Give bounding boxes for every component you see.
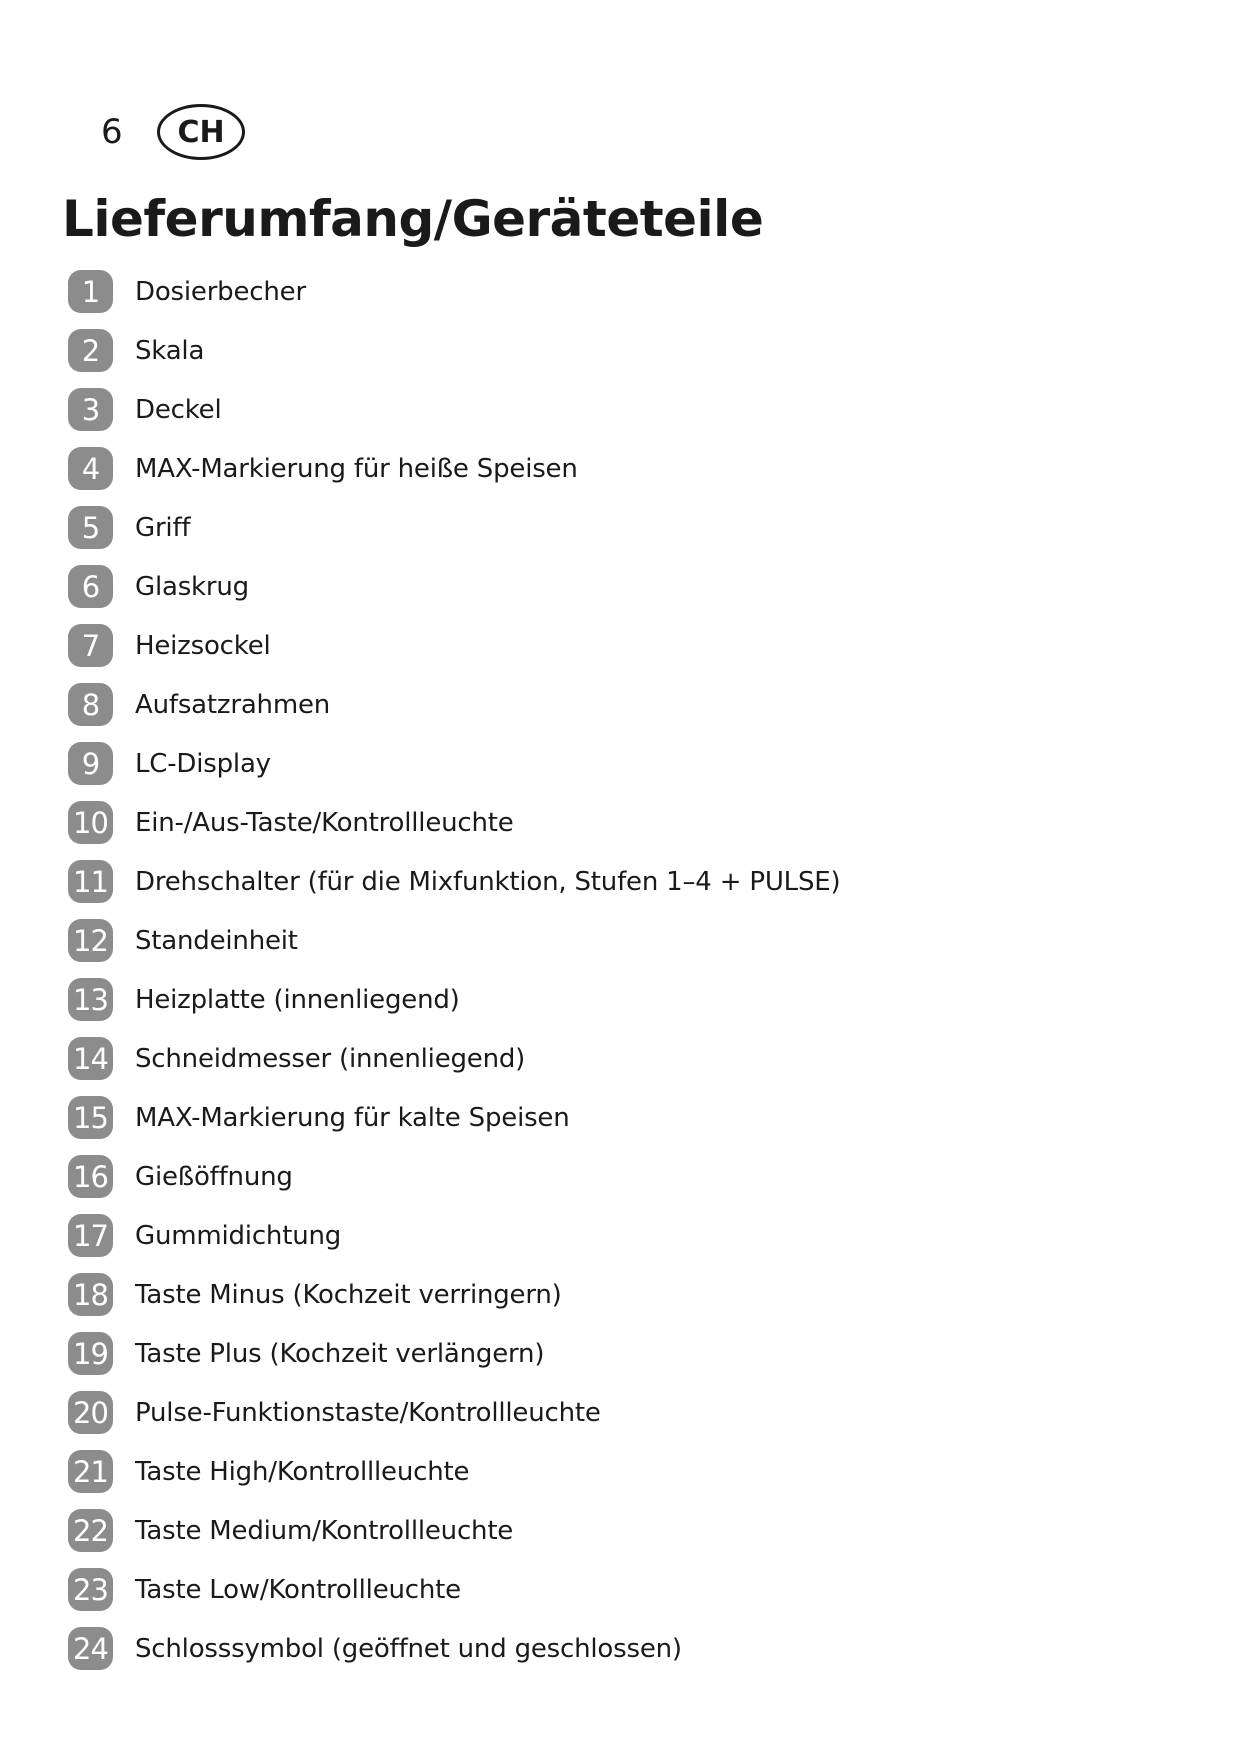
list-item [68,1442,840,1501]
part-number-badge: 2 [68,329,113,372]
part-number-badge: 22 [68,1509,113,1552]
part-number-badge: 14 [68,1037,113,1080]
part-label: Skala [135,335,205,366]
list-item [68,675,840,734]
list-item [68,911,840,970]
list-item [68,852,840,911]
list-item [68,557,840,616]
part-label: Taste Minus (Kochzeit verringern) [135,1279,562,1310]
part-label: MAX-Markierung für kalte Speisen [135,1102,570,1133]
part-label: Dosierbecher [135,276,306,307]
list-item [68,1619,840,1678]
part-number-badge: 16 [68,1155,113,1198]
part-label: Deckel [135,394,222,425]
part-number-badge: 10 [68,801,113,844]
list-item [68,262,840,321]
part-label: Gummidichtung [135,1220,342,1251]
part-label: Glaskrug [135,571,249,602]
part-label: Taste High/Kontrollleuchte [135,1456,470,1487]
country-badge: CH [157,104,245,160]
part-number-badge: 3 [68,388,113,431]
part-label: Drehschalter (für die Mixfunktion, Stufen 1–4 + PULSE) [135,866,841,897]
part-number-badge: 4 [68,447,113,490]
list-item [68,1383,840,1442]
list-item [68,380,840,439]
part-label: Griff [135,512,191,543]
page-title: Lieferumfang/Geräteteile [62,190,764,248]
part-label: Taste Low/Kontrollleuchte [135,1574,461,1605]
list-item [68,793,840,852]
list-item [68,1029,840,1088]
part-number-badge: 11 [68,860,113,903]
list-item [68,1324,840,1383]
part-label: Heizsockel [135,630,271,661]
list-item [68,1265,840,1324]
list-item [68,970,840,1029]
part-number-badge: 23 [68,1568,113,1611]
part-number-badge: 17 [68,1214,113,1257]
page-number: 6 [101,112,123,152]
list-item [68,734,840,793]
list-item [68,616,840,675]
list-item [68,1206,840,1265]
list-item [68,498,840,557]
part-number-badge: 15 [68,1096,113,1139]
part-label: LC-Display [135,748,271,779]
part-label: Heizplatte (innenliegend) [135,984,460,1015]
part-number-badge: 24 [68,1627,113,1670]
list-item [68,321,840,380]
part-number-badge: 5 [68,506,113,549]
list-item [68,1147,840,1206]
part-number-badge: 6 [68,565,113,608]
part-number-badge: 13 [68,978,113,1021]
part-number-badge: 7 [68,624,113,667]
list-item [68,1560,840,1619]
part-label: Schneidmesser (innenliegend) [135,1043,526,1074]
list-item [68,1501,840,1560]
part-label: Aufsatzrahmen [135,689,331,720]
part-label: Ein-/Aus-Taste/Kontrollleuchte [135,807,514,838]
part-number-badge: 9 [68,742,113,785]
part-label: Standeinheit [135,925,298,956]
part-label: Taste Plus (Kochzeit verlängern) [135,1338,545,1369]
part-number-badge: 18 [68,1273,113,1316]
part-label: Gießöffnung [135,1161,293,1192]
list-item [68,439,840,498]
part-number-badge: 19 [68,1332,113,1375]
page-header [101,100,245,164]
part-number-badge: 1 [68,270,113,313]
part-label: Schlosssymbol (geöffnet und geschlossen) [135,1633,682,1664]
part-number-badge: 21 [68,1450,113,1493]
part-label: Taste Medium/Kontrollleuchte [135,1515,514,1546]
part-number-badge: 8 [68,683,113,726]
part-label: MAX-Markierung für heiße Speisen [135,453,578,484]
part-number-badge: 20 [68,1391,113,1434]
part-number-badge: 12 [68,919,113,962]
part-label: Pulse-Funktionstaste/Kontrollleuchte [135,1397,601,1428]
list-item [68,1088,840,1147]
parts-list [68,262,840,1678]
